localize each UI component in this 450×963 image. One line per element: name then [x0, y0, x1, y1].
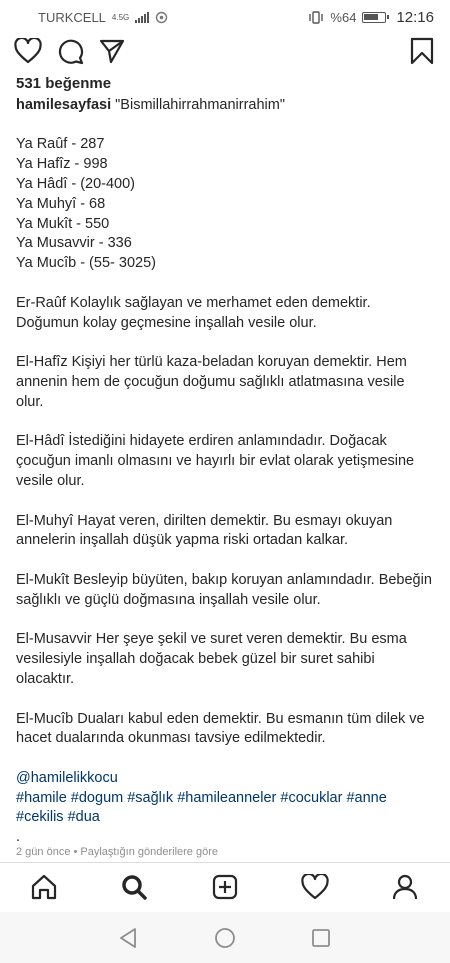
carrier-label: TURKCELL: [38, 9, 106, 25]
bottom-tab-bar: [0, 862, 450, 910]
vibrate-icon: [308, 11, 324, 24]
signal-icon: [135, 12, 149, 23]
search-icon: [121, 874, 147, 900]
esma-list-item: Ya Raûf - 287: [16, 136, 105, 153]
recents-button[interactable]: [309, 926, 333, 950]
description-line: vesilesiyle inşallah doğacak bebek güzel bir suret sahibi: [16, 651, 375, 668]
description-line: olur.: [16, 393, 44, 410]
description-line: El-Musavvir Her şeye şekil ve suret veren demektir. Bu esma: [16, 631, 407, 648]
add-post-icon: [212, 874, 238, 900]
share-button[interactable]: [97, 36, 127, 66]
tab-search[interactable]: [119, 872, 149, 902]
description-line: Er-Raûf Kolaylık sağlayan ve merhamet eden demektir.: [16, 294, 371, 311]
esma-list-item: Ya Mukît - 550: [16, 215, 110, 232]
caption-title: "Bismillahirrahmanirrahim": [115, 96, 285, 113]
esma-list-item: Ya Mucîb - (55- 3025): [16, 255, 156, 272]
tab-home[interactable]: [29, 872, 59, 902]
like-button[interactable]: [13, 36, 43, 66]
bookmark-outline-icon: [410, 37, 434, 65]
battery-percent: %64: [330, 9, 357, 25]
description-line: olacaktır.: [16, 670, 75, 687]
description-line: hacet dualarında okunması tavsiye edilmektedir.: [16, 730, 326, 747]
post-caption: [16, 74, 436, 848]
esma-list-item: Ya Hâdî - (20-400): [16, 175, 136, 192]
tab-activity[interactable]: [300, 872, 330, 902]
description-line: çocuğun imanlı olmasını ve hayırlı bir evlat olarak yetişmesine: [16, 453, 415, 470]
sync-icon: [155, 11, 168, 24]
caption-header: [16, 96, 436, 116]
profile-icon: [392, 874, 418, 900]
description-line: El-Mucîb Duaları kabul eden demektir. Bu esmanın tüm dilek ve: [16, 710, 425, 727]
esma-description: [16, 512, 436, 552]
description-line: El-Mukît Besleyip büyüten, bakıp koruyan anlamındadır. Bebeğin: [16, 571, 432, 588]
comment-icon: [56, 37, 84, 65]
description-line: El-Muhyî Hayat veren, dirilten demektir. Bu esmayı okuyan: [16, 512, 393, 529]
description-line: El-Hâdî İstediğini hidayete erdiren anlamındadır. Doğacak: [16, 433, 387, 450]
back-button[interactable]: [116, 926, 140, 950]
tags-block: [16, 769, 436, 848]
heart-outline-icon: [301, 874, 329, 900]
status-bar: [0, 0, 450, 34]
back-triangle-icon: [118, 927, 138, 949]
comment-button[interactable]: [55, 36, 85, 66]
home-button[interactable]: [213, 926, 237, 950]
save-button[interactable]: [407, 36, 437, 66]
author-username[interactable]: hamilesayfasi: [16, 96, 112, 113]
network-type: 4.5G: [111, 12, 130, 22]
description-line: sağlıklı ve güçlü doğmasına inşallah vesile olur.: [16, 591, 321, 608]
clock: 12:16: [396, 8, 434, 26]
esma-list-item: Ya Musavvir - 336: [16, 235, 132, 252]
description-line: Doğumun kolay geçmesine inşallah vesile olur.: [16, 314, 317, 331]
heart-outline-icon: [14, 38, 42, 64]
status-left: [38, 10, 168, 25]
home-circle-icon: [214, 927, 236, 949]
esma-list-item: Ya Muhyî - 68: [16, 195, 106, 212]
esma-description: [16, 630, 436, 689]
esma-description: [16, 294, 436, 334]
esma-description: [16, 710, 436, 750]
esma-description: [16, 571, 436, 611]
system-nav-bar: [0, 912, 450, 963]
home-icon: [31, 874, 57, 900]
tab-add-post[interactable]: [210, 872, 240, 902]
esma-description: [16, 432, 436, 491]
like-count[interactable]: 531 beğenme: [16, 75, 112, 92]
esma-descriptions: [16, 294, 436, 749]
status-right: [308, 9, 434, 26]
paper-plane-icon: [99, 38, 125, 64]
description-line: annelerin inşallah düşük yapma riski ortadan kalkar.: [16, 532, 349, 549]
tab-profile[interactable]: [390, 872, 420, 902]
mention-link[interactable]: @hamilelikkocu: [16, 769, 118, 786]
description-line: El-Hafîz Kişiyi her türlü kaza-beladan koruyan demektir. Hem: [16, 354, 407, 371]
esma-list-item: Ya Hafîz - 998: [16, 156, 108, 173]
hashtags-line-1[interactable]: #hamile #dogum #sağlık #hamileanneler #cocuklar #anne: [16, 789, 387, 806]
description-line: annenin hem de çocuğun doğumu sağlıklı atlatmasına vesile: [16, 373, 405, 390]
recents-square-icon: [311, 928, 331, 948]
post-actions: [0, 36, 450, 70]
battery-icon: [362, 12, 386, 23]
description-line: vesile olur.: [16, 472, 85, 489]
post-meta: 2 gün önce • Paylaştığın gönderilere göre: [16, 846, 218, 858]
hashtags-line-2[interactable]: #cekilis #dua: [16, 809, 100, 826]
esma-description: [16, 353, 436, 412]
esma-list: [16, 135, 436, 274]
caption-dot: .: [16, 829, 21, 846]
